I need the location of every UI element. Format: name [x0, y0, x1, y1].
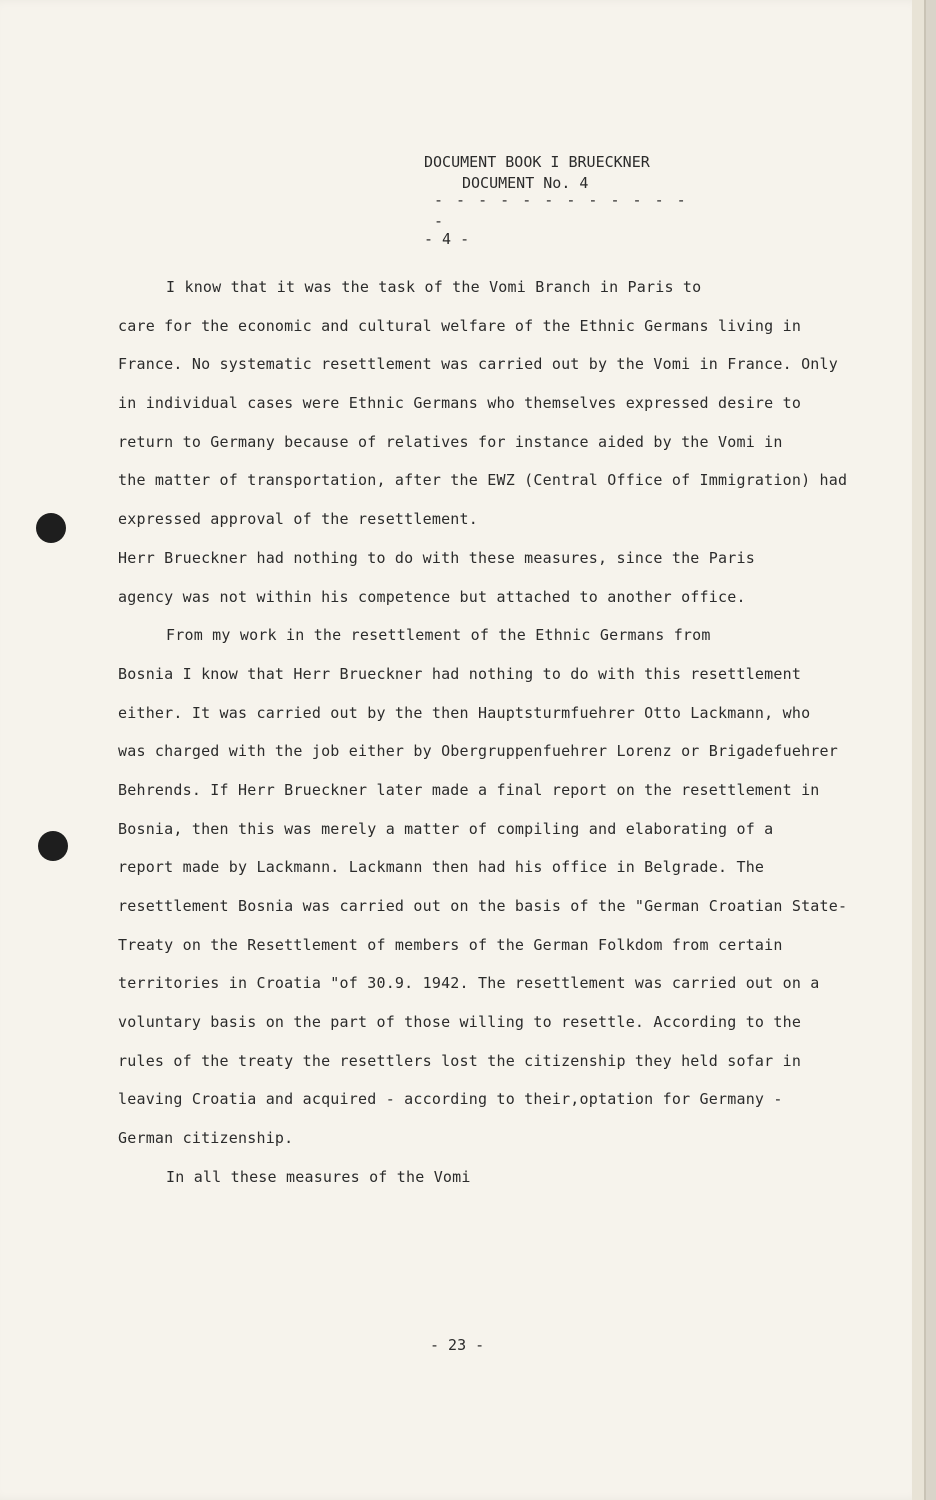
page-marker: - 4 - — [424, 230, 470, 248]
punch-hole-bottom — [38, 831, 68, 861]
document-body — [118, 268, 898, 1197]
body-line: report made by Lackmann. Lackmann then had his office in Belgrade. The — [118, 858, 765, 877]
body-line: Herr Brueckner had nothing to do with these measures, since the Paris — [118, 548, 755, 567]
body-line: rules of the treaty the resettlers lost the citizenship they held sofar in — [118, 1051, 802, 1070]
body-line: the matter of transportation, after the EWZ (Central Office of Immigration) had — [118, 471, 848, 490]
header-document-number: DOCUMENT No. 4 — [462, 174, 589, 192]
page-edge-strip — [912, 0, 924, 1500]
body-line: in individual cases were Ethnic Germans who themselves expressed desire to — [118, 394, 802, 413]
body-line: France. No systematic resettlement was carried out by the Vomi in France. Only — [118, 355, 838, 374]
body-line: care for the economic and cultural welfare of the Ethnic Germans living in — [118, 316, 802, 335]
body-line: German citizenship. — [118, 1129, 294, 1148]
body-line: territories in Croatia "of 30.9. 1942. The resettlement was carried out on a — [118, 974, 820, 993]
document-header — [380, 152, 700, 232]
punch-hole-top — [36, 513, 66, 543]
body-line: Bosnia, then this was merely a matter of compiling and elaborating of a — [118, 819, 774, 838]
body-line: I know that it was the task of the Vomi Branch in Paris to — [166, 278, 702, 296]
body-line: resettlement Bosnia was carried out on the basis of the "German Croatian State- — [118, 897, 848, 915]
body-line: Treaty on the Resettlement of members of the German Folkdom from certain — [118, 935, 783, 954]
body-line: Behrends. If Herr Brueckner later made a final report on the resettlement in — [118, 780, 820, 799]
header-dash-rule: - - - - - - - - - - - - - — [434, 191, 688, 230]
body-line: expressed approval of the resettlement. — [118, 510, 478, 529]
body-line: was charged with the job either by Obergruppenfuehrer Lorenz or Brigadefuehrer — [118, 742, 838, 761]
header-book-title: DOCUMENT BOOK I BRUECKNER — [424, 153, 650, 171]
footer-page-number: - 23 - — [430, 1336, 485, 1354]
body-line: leaving Croatia and acquired - according to their,optation for Germany - — [118, 1090, 783, 1109]
body-line: return to Germany because of relatives for instance aided by the Vomi in — [118, 432, 783, 451]
body-line: either. It was carried out by the then Hauptsturmfuehrer Otto Lackmann, who — [118, 703, 811, 722]
body-line: From my work in the resettlement of the Ethnic Germans from — [166, 626, 711, 645]
body-line: voluntary basis on the part of those willing to resettle. According to the — [118, 1013, 802, 1032]
body-line: In all these measures of the Vomi — [166, 1167, 471, 1186]
body-line: Bosnia I know that Herr Brueckner had nothing to do with this resettlement — [118, 664, 802, 683]
body-line: agency was not within his competence but attached to another office. — [118, 587, 746, 606]
